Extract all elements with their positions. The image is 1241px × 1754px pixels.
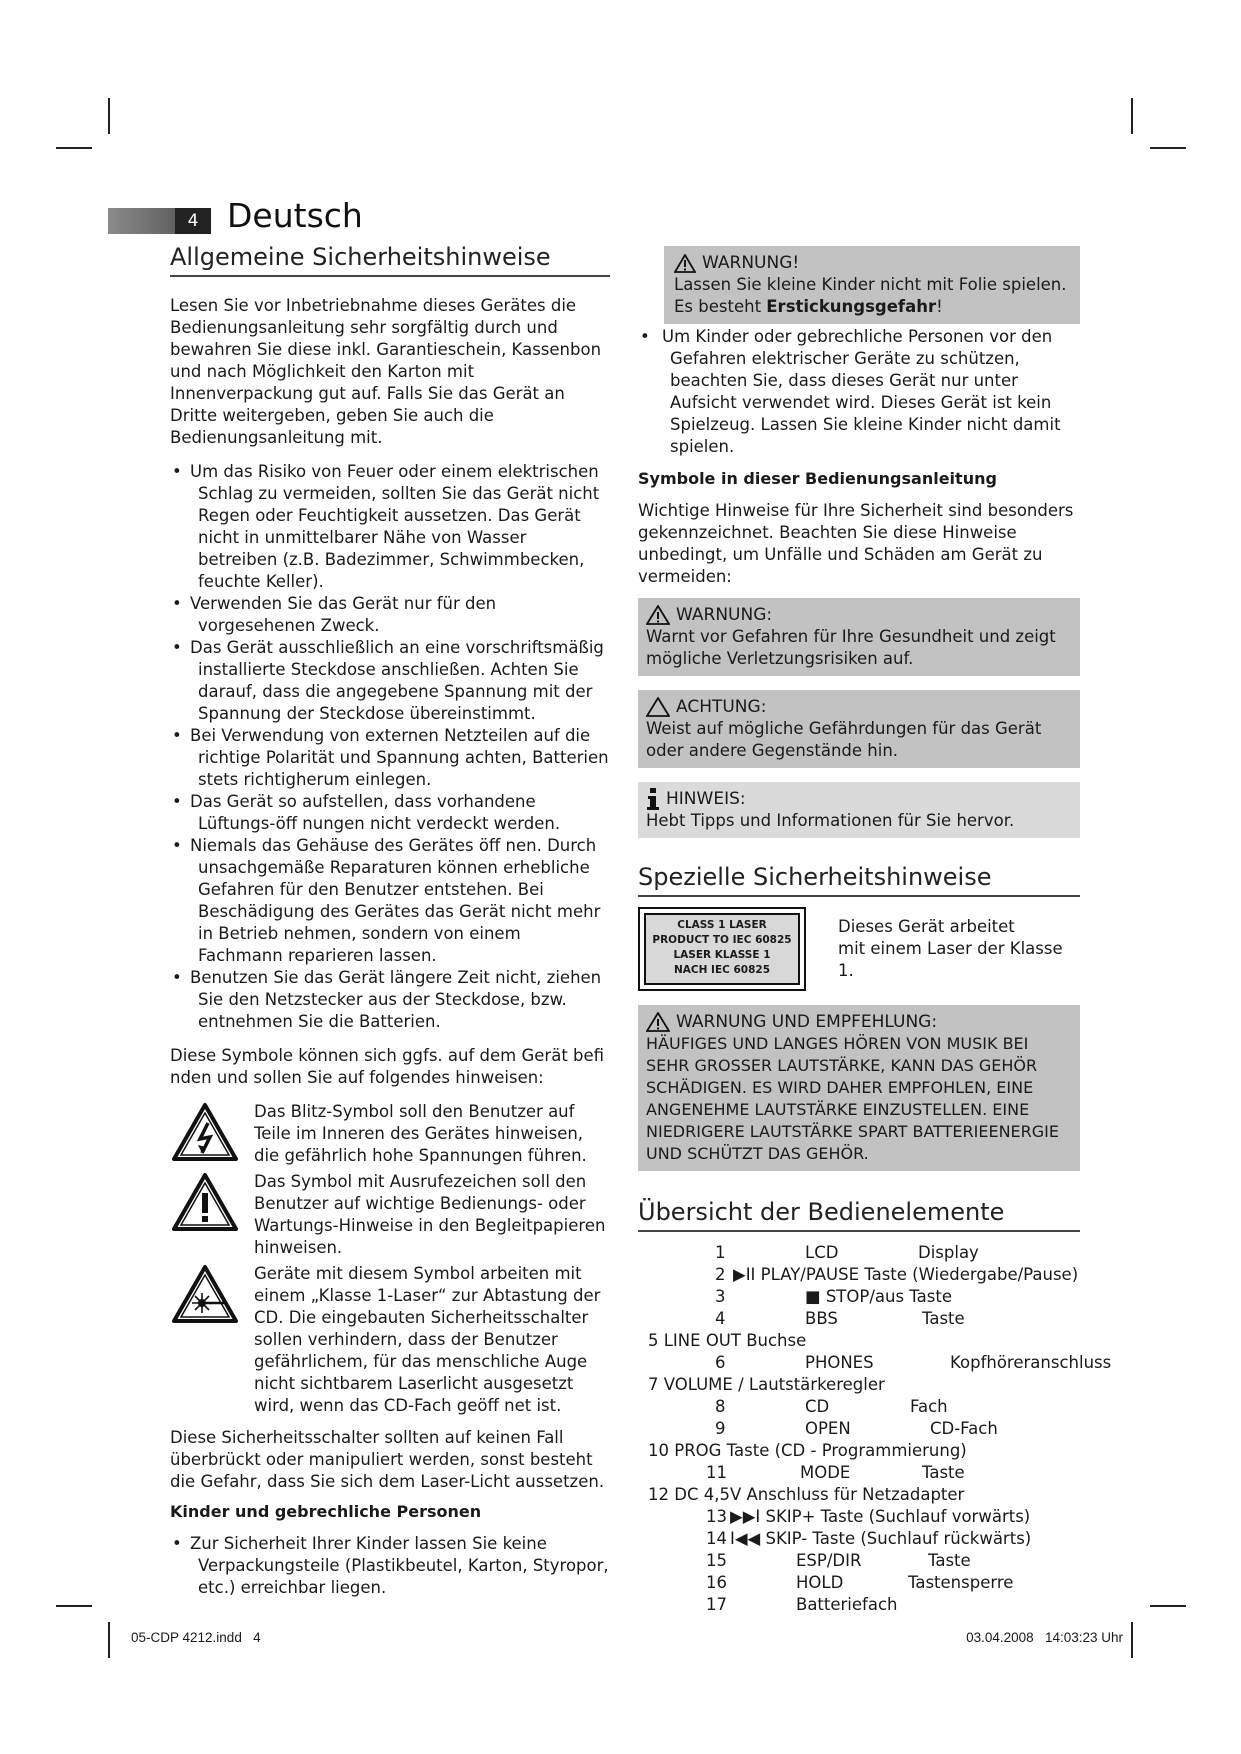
laser-class-row xyxy=(638,907,1080,991)
control-name: LCD xyxy=(805,1243,839,1262)
control-name: BBS xyxy=(805,1309,838,1328)
symbols-intro: Diese Symbole können sich ggfs. auf dem Gerät befi nden und sollen Sie auf folgendes hinweisen: xyxy=(170,1046,605,1087)
control-number: 3 xyxy=(715,1287,726,1306)
control-description: Display xyxy=(918,1243,979,1262)
children-bullet-list xyxy=(170,1533,610,1599)
control-description: Taste xyxy=(922,1463,965,1482)
controls-list xyxy=(638,1242,1112,1614)
control-name: Batteriefach xyxy=(796,1595,898,1614)
warning-foil-box xyxy=(664,246,1080,324)
warning-triangle-icon xyxy=(646,1012,670,1032)
control-number: 2 xyxy=(715,1265,726,1284)
control-name: OPEN xyxy=(805,1419,851,1438)
control-number: 14 xyxy=(706,1529,727,1548)
note-box-title: HINWEIS: xyxy=(666,789,746,809)
section-title-general-safety: Allgemeine Sicherheitshinweise xyxy=(170,238,610,277)
footer-timestamp: 03.04.2008 14:03:23 Uhr xyxy=(966,1630,1123,1645)
control-number: 8 xyxy=(715,1397,726,1416)
control-description: Taste xyxy=(922,1309,965,1328)
control-text: ■ STOP/aus Taste xyxy=(805,1287,952,1306)
note-box-text: Hebt Tipps und Informationen für Sie hervor. xyxy=(646,811,1015,830)
control-name: HOLD xyxy=(796,1573,844,1592)
symbol-exclamation-text: Das Symbol mit Ausrufezeichen soll den Benutzer auf wichtige Bedienungs- oder Wartungs-Hinweise in den Begleitpapieren hinweisen. xyxy=(254,1172,606,1257)
control-number: 9 xyxy=(715,1419,726,1438)
footer-filename: 05-CDP 4212.indd 4 xyxy=(131,1630,261,1645)
hearing-warning-title: WARNUNG UND EMPFEHLUNG: xyxy=(676,1012,938,1032)
control-text: ▶▶I SKIP+ Taste (Suchlauf vorwärts) xyxy=(730,1507,1031,1526)
control-name: PHONES xyxy=(805,1353,874,1372)
control-description: Fach xyxy=(910,1397,948,1416)
right-column xyxy=(638,246,1112,1614)
warning-box-text: Warnt vor Gefahren für Ihre Gesundheit und zeigt mögliche Verletzungsrisiken auf. xyxy=(646,627,1056,668)
language-title: Deutsch xyxy=(227,196,363,235)
symbol-exclamation-row xyxy=(170,1171,610,1259)
list-item: • Zur Sicherheit Ihrer Kinder lassen Sie keine Verpackungsteile (Plastikbeutel, Karton, Styropor, etc.) erreichbar liegen. xyxy=(170,1533,610,1599)
laser-class-text: Dieses Gerät arbeitet mit einem Laser der Klasse 1. xyxy=(838,917,1063,980)
control-description: CD-Fach xyxy=(930,1419,998,1438)
control-text: I◀◀ SKIP- Taste (Suchlauf rückwärts) xyxy=(730,1529,1032,1548)
children-heading: Kinder und gebrechliche Personen xyxy=(170,1502,482,1521)
control-number: 11 xyxy=(706,1463,727,1482)
caution-box xyxy=(638,690,1080,768)
section-title-special-safety: Spezielle Sicherheitshinweise xyxy=(638,858,1080,897)
list-item: • Verwenden Sie das Gerät nur für den vorgesehenen Zweck. xyxy=(170,593,610,637)
symbols-description: Wichtige Hinweise für Ihre Sicherheit sind besonders gekennzeichnet. Beachten Sie diese Hinweise unbedingt, um Unfälle und Schäden am Gerät zu vermeiden: xyxy=(638,501,1074,586)
symbol-lightning-text: Das Blitz-Symbol soll den Benutzer auf Teile im Inneren des Gerätes hinweisen, die gefährlich hohe Spannungen führen. xyxy=(254,1102,587,1165)
control-name: CD xyxy=(805,1397,830,1416)
warning-triangle-icon xyxy=(646,605,670,625)
crop-mark xyxy=(1131,98,1133,134)
safety-switch-note: Diese Sicherheitsschalter sollten auf keinen Fall überbrückt oder manipuliert werden, sonst besteht die Gefahr, dass Sie sich dem Laser-Licht aussetzen. xyxy=(170,1428,605,1491)
warning-foil-title: WARNUNG! xyxy=(702,253,800,273)
symbol-laser-row xyxy=(170,1263,610,1417)
crop-mark xyxy=(108,1622,110,1658)
safety-bullet-list xyxy=(170,461,610,1033)
control-text: ▶II PLAY/PAUSE Taste (Wiedergabe/Pause) xyxy=(733,1265,1079,1284)
list-item: • Niemals das Gehäuse des Gerätes öff nen. Durch unsachgemäße Reparaturen können erhebliche Gefahren für den Benutzer entstehen. Bei Beschädigung des Gerätes das Gerät nicht mehr in Betrieb nehmen, sondern von einem Fachmann reparieren lassen. xyxy=(170,835,610,967)
crop-mark xyxy=(1150,1605,1186,1607)
control-description: Taste xyxy=(928,1551,971,1570)
crop-mark xyxy=(108,98,110,134)
crop-mark xyxy=(56,147,92,149)
control-number: 6 xyxy=(715,1353,726,1372)
crop-mark xyxy=(1131,1622,1133,1658)
caution-triangle-icon xyxy=(646,697,670,717)
warning-triangle-icon xyxy=(674,254,696,273)
control-number: 13 xyxy=(706,1507,727,1526)
control-number: 1 xyxy=(715,1243,726,1262)
laser-warning-icon xyxy=(170,1263,240,1325)
caution-box-title: ACHTUNG: xyxy=(676,697,767,717)
control-text: 5 LINE OUT Buchse xyxy=(648,1331,807,1350)
laser-class-label: CLASS 1 LASER PRODUCT TO IEC 60825 LASER KLASSE 1 NACH IEC 60825 xyxy=(638,907,806,991)
caution-box-text: Weist auf mögliche Gefährdungen für das Gerät oder andere Gegenstände hin. xyxy=(646,719,1042,760)
warning-box-title: WARNUNG: xyxy=(676,605,773,625)
lightning-warning-icon xyxy=(170,1101,240,1163)
control-number: 4 xyxy=(715,1309,726,1328)
section-title-controls-overview: Übersicht der Bedienelemente xyxy=(638,1193,1080,1232)
control-description: Tastensperre xyxy=(908,1573,1014,1592)
control-name: MODE xyxy=(800,1463,851,1482)
symbol-lightning-row xyxy=(170,1101,610,1167)
control-description: Kopfhöreranschluss xyxy=(950,1353,1112,1372)
control-number: 17 xyxy=(706,1595,727,1614)
symbol-laser-text: Geräte mit diesem Symbol arbeiten mit einem „Klasse 1-Laser“ zur Abtastung der CD. Die eingebauten Sicherheitsschalter sollen verhindern, dass der Benutzer gefährlichem, für das menschliche Auge nicht sichtbarem Laserlicht ausgesetzt wird, wenn das CD-Fach geöff net ist. xyxy=(254,1264,601,1415)
children-supervision-list xyxy=(638,326,1080,458)
list-item: • Benutzen Sie das Gerät längere Zeit nicht, ziehen Sie den Netzstecker aus der Steckdose, bzw. entnehmen Sie die Batterien. xyxy=(170,967,610,1033)
warning-foil-line2: Es besteht Erstickungsgefahr! xyxy=(674,297,943,316)
list-item: • Das Gerät so aufstellen, dass vorhandene Lüftungs-öff nungen nicht verdeckt werden. xyxy=(170,791,610,835)
hearing-warning-text: HÄUFIGES UND LANGES HÖREN VON MUSIK BEI SEHR GROSSER LAUTSTÄRKE, KANN DAS GEHÖR SCHÄDIGEN. ES WIRD DAHER EMPFOHLEN, EINE ANGENEHME LAUTSTÄRKE EINZUSTELLEN. EINE NIEDRIGERE LAUTSTÄRKE SPART BATTERIEENERGIE UND SCHÜTZT DAS GEHÖR. xyxy=(646,1034,1059,1163)
control-text: 10 PROG Taste (CD - Programmierung) xyxy=(648,1441,967,1460)
list-item: • Um Kinder oder gebrechliche Personen vor den Gefahren elektrischer Geräte zu schützen, beachten Sie, dass dieses Gerät nur unter Aufsicht verwendet wird. Dieses Gerät ist kein Spielzeug. Lassen Sie kleine Kinder nicht damit spielen. xyxy=(638,326,1080,458)
crop-mark xyxy=(56,1605,92,1607)
control-name: ESP/DIR xyxy=(796,1551,862,1570)
list-item: • Bei Verwendung von externen Netzteilen auf die richtige Polarität und Spannung achten, Batterien stets richtigherum einlegen. xyxy=(170,725,610,791)
list-item: • Um das Risiko von Feuer oder einem elektrischen Schlag zu vermeiden, sollten Sie das Gerät nicht Regen oder Feuchtigkeit aussetzen. Das Gerät nicht in unmittelbarer Nähe von Wasser betreiben (z.B. Badezimmer, Schwimmbecken, feuchte Keller). xyxy=(170,461,610,593)
note-box xyxy=(638,782,1080,838)
exclamation-warning-icon xyxy=(170,1171,240,1233)
warning-box xyxy=(638,598,1080,676)
list-item: • Das Gerät ausschließlich an eine vorschriftsmäßig installierte Steckdose anschließen. Achten Sie darauf, dass die angegebene Spannung mit der Spannung der Steckdose übereinstimmt. xyxy=(170,637,610,725)
intro-paragraph: Lesen Sie vor Inbetriebnahme dieses Gerätes die Bedienungsanleitung sehr sorgfältig durch und bewahren Sie diese inkl. Garantieschein, Kassenbon und nach Möglichkeit den Karton mit Innenverpackung gut auf. Falls Sie das Gerät an Dritte weitergeben, geben Sie auch die Bedienungsanleitung mit. xyxy=(170,296,602,447)
left-column xyxy=(170,238,610,1599)
control-text: 7 VOLUME / Lautstärkeregler xyxy=(648,1375,885,1394)
control-text: 12 DC 4,5V Anschluss für Netzadapter xyxy=(648,1485,965,1504)
hearing-warning-box xyxy=(638,1005,1080,1171)
control-number: 16 xyxy=(706,1573,727,1592)
warning-foil-line1: Lassen Sie kleine Kinder nicht mit Folie spielen. xyxy=(674,275,1067,294)
page-number: 4 xyxy=(175,208,211,234)
crop-mark xyxy=(1150,147,1186,149)
symbols-heading: Symbole in dieser Bedienungsanleitung xyxy=(638,469,997,488)
info-icon xyxy=(646,788,660,810)
control-number: 15 xyxy=(706,1551,727,1570)
